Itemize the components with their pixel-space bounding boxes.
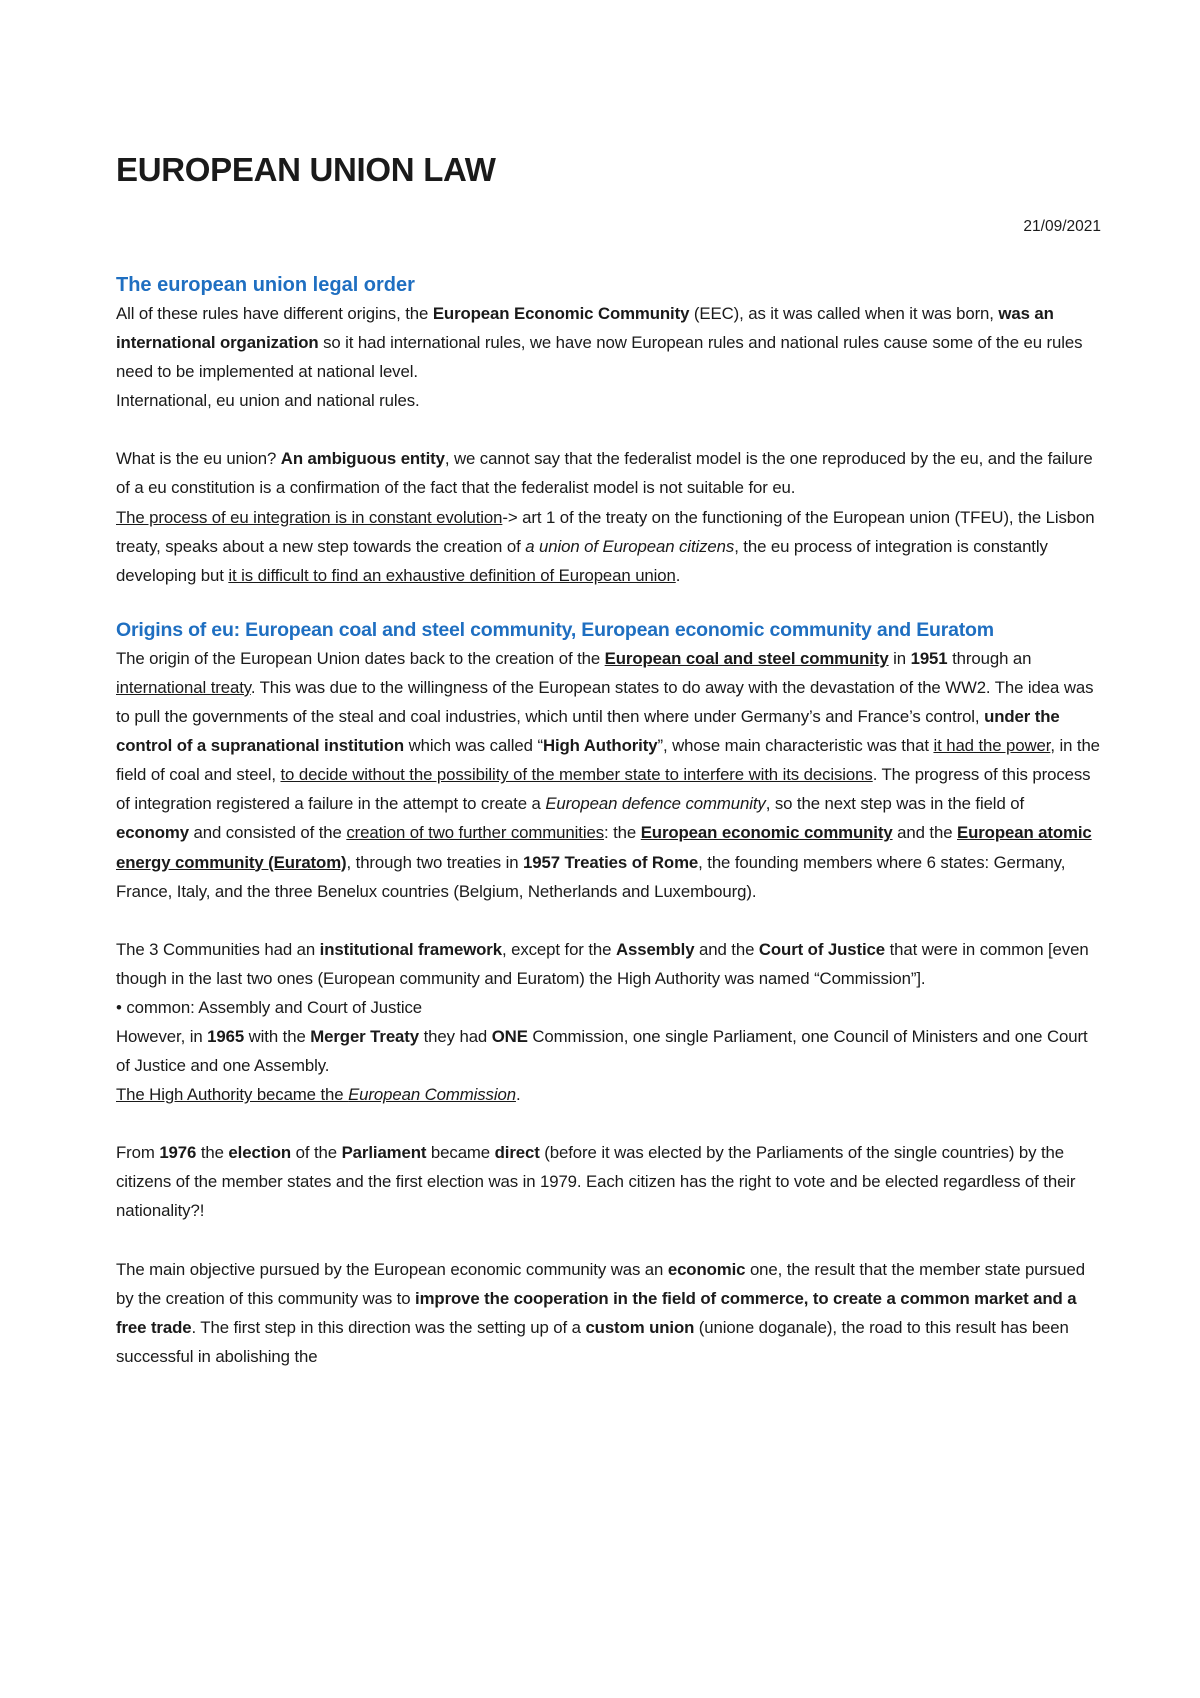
paragraph: International, eu union and national rules. [116, 391, 420, 411]
document-title: EUROPEAN UNION LAW [116, 151, 496, 188]
paragraph: However, in 1965 with the Merger Treaty they had ONE Commission, one single Parliament, one Council of Ministers and one Court of Justice and one Assembly. [116, 1026, 1088, 1076]
document-body [116, 150, 1101, 1371]
paragraph: The 3 Communities had an institutional framework, except for the Assembly and the Court of Justice that were in common [even though in the last two ones (European community and Euratom) the High Authority was named “Commission”]. [116, 939, 1089, 988]
paragraph: The main objective pursued by the European economic community was an economic one, the result that the member state pursued by the creation of this community was to improve the cooperation in the field of commerce, to create a common market and a free trade. The first step in this direction was the setting up of a custom union (unione doganale), the road to this result has been successful in abolishing the [116, 1259, 1086, 1366]
paragraph: From 1976 the election of the Parliament became direct (before it was elected by the Parliaments of the single countries) by the citizens of the member states and the first election was in 1979. Each citizen has the right to vote and be elected regardless of their nationality?! [116, 1143, 1076, 1221]
paragraph: What is the eu union? An ambiguous entity, we cannot say that the federalist model is the one reproduced by the eu, and the failure of a eu constitution is a confirmation of the fact that the federalist model is not suitable for eu. [116, 449, 1093, 498]
section-heading-legal-order: The european union legal order [116, 274, 415, 296]
document-date: 21/09/2021 [1023, 218, 1101, 235]
bullet-item: • common: Assembly and Court of Justice [116, 997, 423, 1017]
section-heading-origins: Origins of eu: European coal and steel community, European economic community and Euratom [116, 618, 994, 641]
paragraph: The High Authority became the European Commission. [116, 1085, 521, 1105]
paragraph: The origin of the European Union dates back to the creation of the European coal and steel community in 1951 through an international treaty. This was due to the willingness of the European states to do away with the devastation of the WW2. The idea was to pull the governments of the steal and coal industries, which until then where under Germany’s and France’s control, under the control of a supranational institution which was called “High Authority”, whose main characteristic was that it had the power, in the field of coal and steel, to decide without the possibility of the member state to interfere with its decisions. The progress of this process of integration registered a failure in the attempt to create a European defence community, so the next step was in the field of economy and consisted of the creation of two further communities: the European economic community and the European atomic energy community (Euratom), through two treaties in 1957 Treaties of Rome, the founding members where 6 states: Germany, France, Italy, and the three Benelux countries (Belgium, Netherlands and Luxembourg). [116, 648, 1100, 901]
paragraph: All of these rules have different origins, the European Economic Community (EEC), as it was called when it was born, was an international organization so it had international rules, we have now European rules and national rules cause some of the eu rules need to be implemented at national level. [116, 304, 1083, 382]
paragraph: The process of eu integration is in constant evolution-> art 1 of the treaty on the functioning of the European union (TFEU), the Lisbon treaty, speaks about a new step towards the creation of a union of European citizens, the eu process of integration is constantly developing but it is difficult to find an exhaustive definition of European union. [116, 507, 1095, 585]
